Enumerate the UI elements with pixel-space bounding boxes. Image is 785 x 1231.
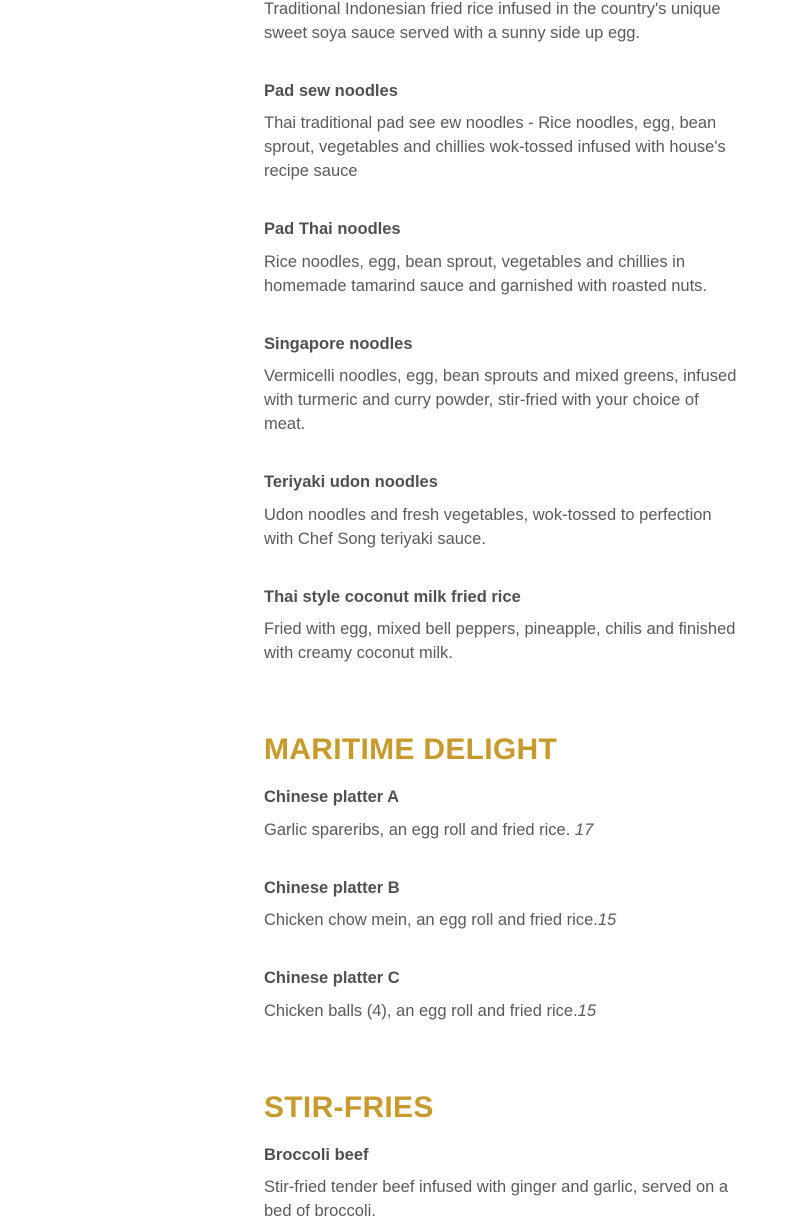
menu-item-description: Udon noodles and fresh vegetables, wok-tossed to perfection with Chef Song teriyaki sauce. [264,506,712,548]
menu-item-description: Thai traditional pad see ew noodles - Rice noodles, egg, bean sprout, vegetables and chillies wok-tossed infused with house's recipe sauce [264,114,726,180]
menu-item-name: Chinese platter A [264,788,400,806]
menu-item-description-text: Chicken chow mein, an egg roll and fried rice. [264,911,598,929]
menu-item-description [264,908,744,932]
menu-item-name: Chinese platter C [264,969,400,987]
menu-item-name: Teriyaki udon noodles [264,473,438,491]
menu-item-description: Fried with egg, mixed bell peppers, pineapple, chilis and finished with creamy coconut milk. [264,620,736,662]
menu-item-price: 15 [577,1002,597,1020]
menu-item-price: 15 [597,911,617,929]
menu-item-name: Chinese platter B [264,879,400,897]
menu-item-description: Stir-fried tender beef infused with ginger and garlic, served on a bed of broccoli. [264,1178,729,1220]
menu-item-name: Broccoli beef [264,1146,369,1164]
section-title-maritime-delight: MARITIME DELIGHT [264,733,558,766]
menu-item-description-text: Chicken balls (4), an egg roll and fried rice. [264,1002,578,1020]
menu-item-price: 17 [574,821,594,839]
menu-item-name: Thai style coconut milk fried rice [264,588,521,606]
menu-item-name: Singapore noodles [264,335,413,353]
menu-item-name: Pad sew noodles [264,82,398,100]
menu-item-description: Rice noodles, egg, bean sprout, vegetables and chillies in homemade tamarind sauce and garnished with roasted nuts. [264,253,708,295]
menu-item-description: Vermicelli noodles, egg, bean sprouts and mixed greens, infused with turmeric and curry powder, stir-fried with your choice of meat. [264,367,737,433]
menu-item-description [264,999,744,1023]
section-title-stir-fries: STIR-FRIES [264,1091,434,1124]
menu-item-name: Pad Thai noodles [264,220,401,238]
menu-item-description [264,818,744,842]
menu-item-description-text: Garlic spareribs, an egg roll and fried rice. [264,821,575,839]
menu-item-description: Traditional Indonesian fried rice infused in the country's unique sweet soya sauce served with a sunny side up egg. [264,0,721,42]
